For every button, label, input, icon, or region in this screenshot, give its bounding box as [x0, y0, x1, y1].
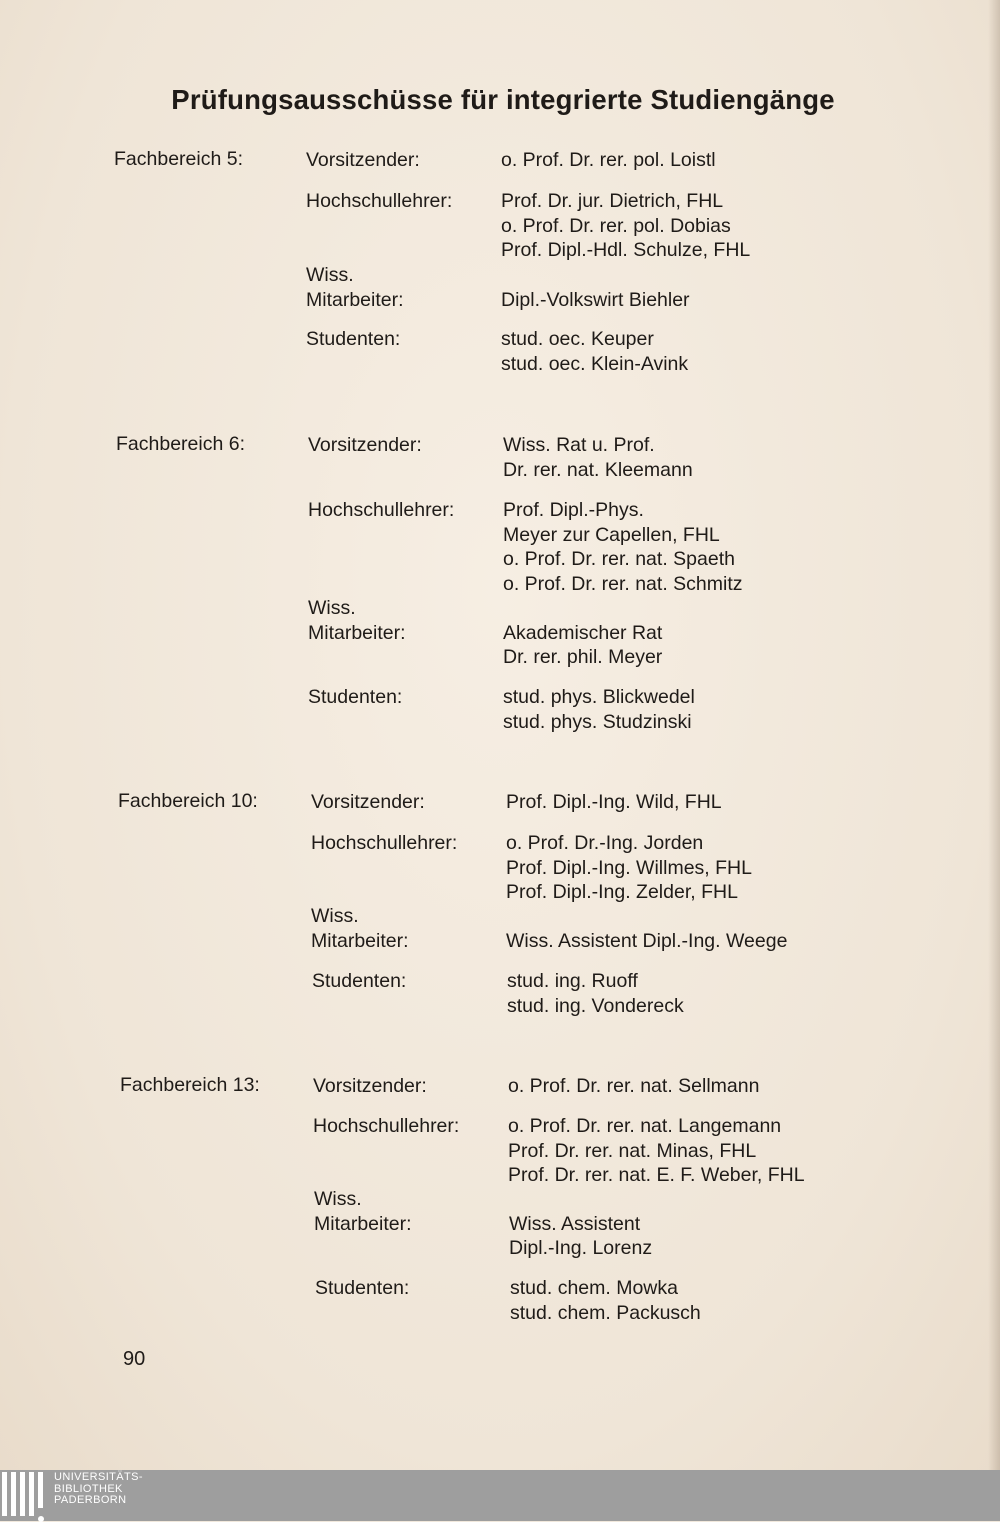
- member: Prof. Dipl.-Phys.: [503, 499, 644, 521]
- member: Prof. Dipl.-Ing. Zelder, FHL: [506, 881, 738, 903]
- member: Wiss. Assistent Dipl.-Ing. Weege: [506, 929, 788, 952]
- role-label-line1: Wiss.: [314, 1188, 362, 1210]
- member-list: [501, 189, 750, 263]
- member: Dr. rer. phil. Meyer: [503, 646, 663, 668]
- dept-label: Fachbereich 6:: [116, 433, 245, 455]
- member: Wiss. Assistent: [509, 1212, 641, 1235]
- member: o. Prof. Dr. rer. nat. Schmitz: [503, 572, 743, 595]
- member-list: [507, 969, 684, 1018]
- dept-label: Fachbereich 5:: [114, 148, 243, 170]
- member: o. Prof. Dr. rer. pol. Loistl: [501, 149, 716, 171]
- library-name-line2: BIBLIOTHEK: [54, 1482, 123, 1495]
- member: Meyer zur Capellen, FHL: [503, 523, 720, 546]
- member-list: [503, 498, 743, 596]
- member: Prof. Dipl.-Ing. Willmes, FHL: [506, 856, 752, 879]
- member-list: [501, 148, 716, 173]
- role-label: Hochschullehrer:: [313, 1115, 460, 1137]
- member: Akademischer Rat: [503, 621, 663, 644]
- role-label: [306, 263, 496, 312]
- member: Prof. Dipl.-Ing. Wild, FHL: [506, 791, 722, 813]
- role-label: [308, 596, 498, 645]
- member: o. Prof. Dr. rer. nat. Langemann: [508, 1115, 782, 1137]
- member-list: [503, 433, 693, 482]
- role-label-line1: Wiss.: [308, 597, 356, 619]
- member: stud. oec. Klein-Avink: [501, 352, 689, 375]
- member: stud. chem. Mowka: [510, 1277, 678, 1299]
- member-list: [506, 929, 787, 954]
- role-label: Hochschullehrer:: [311, 832, 458, 854]
- member: Prof. Dr. jur. Dietrich, FHL: [501, 190, 724, 212]
- role-label: Studenten:: [312, 970, 407, 992]
- role-label: [311, 904, 501, 953]
- member: stud. ing. Vondereck: [507, 994, 684, 1017]
- role-label-line1: Wiss.: [311, 905, 359, 927]
- member: Dipl.-Volkswirt Biehler: [501, 288, 690, 311]
- role-label: Vorsitzender:: [308, 434, 422, 456]
- member: stud. phys. Blickwedel: [503, 686, 695, 708]
- role-label-line2: Mitarbeiter:: [314, 1212, 412, 1235]
- page-edge-shadow: [988, 0, 1000, 1470]
- member-list: [501, 327, 688, 376]
- member: Dipl.-Ing. Lorenz: [509, 1237, 653, 1259]
- member: stud. chem. Packusch: [510, 1301, 701, 1324]
- member: stud. oec. Keuper: [501, 328, 654, 350]
- role-label-line2: Mitarbeiter:: [306, 288, 404, 311]
- library-name: [54, 1472, 143, 1507]
- role-label: Vorsitzender:: [306, 149, 420, 171]
- member-list: [509, 1212, 652, 1261]
- dept-label: Fachbereich 10:: [118, 790, 258, 812]
- member-list: [506, 831, 752, 905]
- member-list: [503, 685, 695, 734]
- member: Prof. Dr. rer. nat. E. F. Weber, FHL: [508, 1164, 805, 1186]
- role-label: Studenten:: [315, 1277, 410, 1299]
- role-label-line2: Mitarbeiter:: [311, 929, 409, 952]
- member: Dr. rer. nat. Kleemann: [503, 458, 693, 481]
- role-label: Hochschullehrer:: [306, 190, 453, 212]
- member: o. Prof. Dr. rer. nat. Sellmann: [508, 1075, 760, 1097]
- role-label: Vorsitzender:: [311, 791, 425, 813]
- role-label-line2: Mitarbeiter:: [308, 621, 406, 644]
- member-list: [503, 621, 662, 670]
- member: o. Prof. Dr. rer. nat. Spaeth: [503, 548, 735, 570]
- member-list: [510, 1276, 701, 1325]
- member: Prof. Dr. rer. nat. Minas, FHL: [508, 1139, 757, 1162]
- role-label: Studenten:: [306, 328, 401, 350]
- role-label: Studenten:: [308, 686, 403, 708]
- dept-label: Fachbereich 13:: [120, 1074, 260, 1096]
- role-label: Hochschullehrer:: [308, 499, 455, 521]
- member-list: [501, 288, 690, 313]
- member-list: [508, 1114, 805, 1188]
- library-footer-bar: [0, 1470, 1000, 1521]
- page-number: 90: [123, 1348, 146, 1370]
- role-label: Vorsitzender:: [313, 1075, 427, 1097]
- member: o. Prof. Dr. rer. pol. Dobias: [501, 214, 731, 237]
- page-title: Prüfungsausschüsse für integrierte Studiengänge: [171, 84, 835, 115]
- member: o. Prof. Dr.-Ing. Jorden: [506, 832, 704, 854]
- role-label-line1: Wiss.: [306, 264, 354, 286]
- member-list: [508, 1074, 759, 1099]
- member: stud. ing. Ruoff: [507, 970, 638, 992]
- library-name-line1: UNIVERSITÄTS-: [54, 1471, 143, 1483]
- role-label: [314, 1187, 504, 1236]
- member: Wiss. Rat u. Prof.: [503, 434, 655, 456]
- member: Prof. Dipl.-Hdl. Schulze, FHL: [501, 239, 751, 261]
- member: stud. phys. Studzinski: [503, 710, 692, 733]
- member-list: [506, 790, 722, 815]
- library-name-line3: PADERBORN: [54, 1494, 127, 1506]
